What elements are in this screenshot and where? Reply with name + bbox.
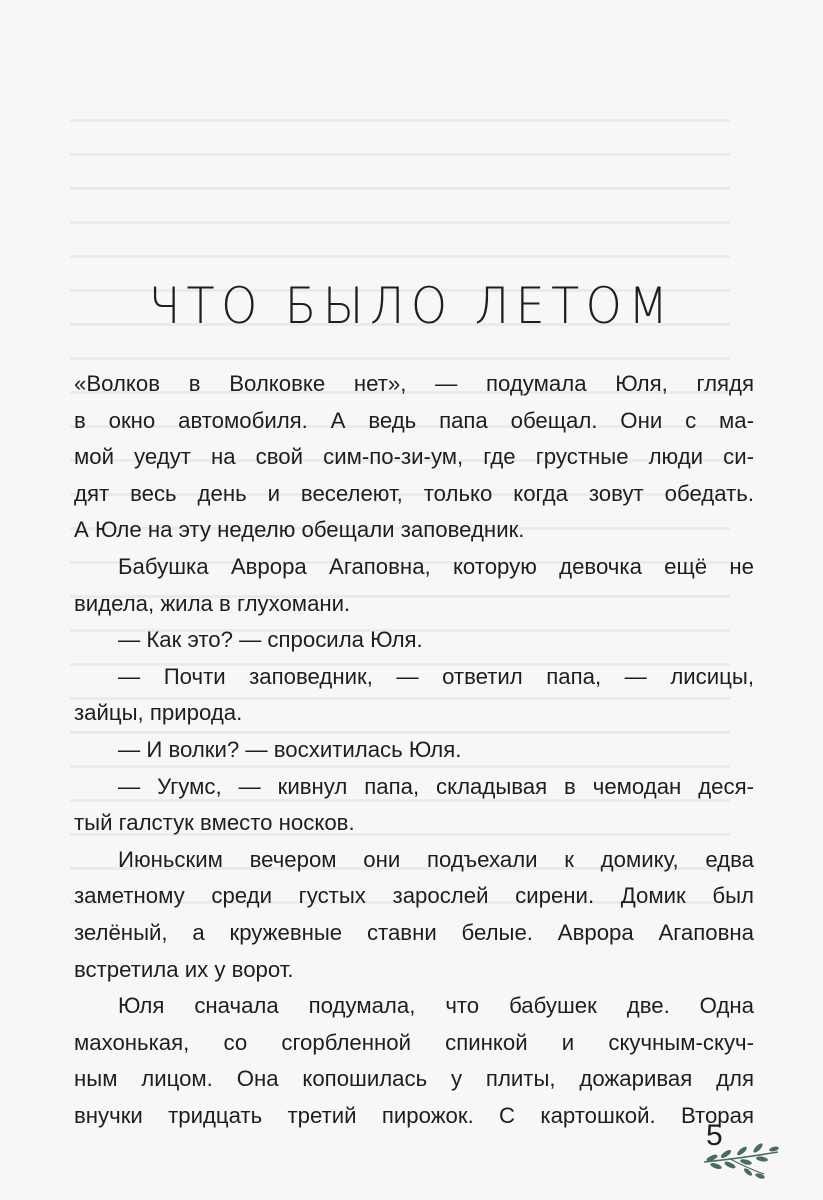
- text-line: Июньским вечером они подъехали к домику, едва: [118, 846, 754, 872]
- text-line: — И волки? — восхитилась Юля.: [118, 736, 462, 762]
- text-line: — Почти заповедник, — ответил папа, — лисицы,: [118, 663, 754, 689]
- text-line: Юля сначала подумала, что бабушек две. Одна: [118, 993, 754, 1019]
- text-line: мой уедут на свой сим-по-зи-ум, где грустные люди си-: [74, 444, 754, 470]
- text-line: ным лицом. Она копошилась у плиты, дожаривая для: [74, 1066, 754, 1092]
- text-line: Бабушка Аврора Агаповна, которую девочка ещё не: [118, 553, 754, 579]
- text-line: «Волков в Волковке нет», — подумала Юля, глядя: [74, 371, 754, 396]
- text-line: заметному среди густых зарослей сирени. Домик был: [74, 883, 754, 909]
- text-line: в окно автомобиля. А ведь папа обещал. Они с ма-: [74, 407, 754, 433]
- page-number: 5: [706, 1119, 723, 1152]
- text-line: махонькая, со сгорбленной спинкой и скучным-скуч-: [74, 1029, 754, 1055]
- text-line: тый галстук вместо носков.: [74, 810, 355, 836]
- body-text: [74, 366, 754, 1134]
- text-line: — Как это? — спросила Юля.: [118, 627, 423, 653]
- chapter-title: ЧТО БЫЛО ЛЕТОМ: [148, 277, 675, 335]
- text-line: встретила их у ворот.: [74, 956, 294, 982]
- olive-branch-icon: [700, 1140, 782, 1180]
- text-line: зелёный, а кружевные ставни белые. Аврора Агаповна: [74, 919, 754, 945]
- text-line: видела, жила в глухомани.: [74, 590, 351, 616]
- text-line: внучки тридцать третий пирожок. С картошкой. Вторая: [74, 1102, 754, 1128]
- text-line: А Юле на эту неделю обещали заповедник.: [74, 517, 525, 543]
- text-line: зайцы, природа.: [74, 700, 243, 726]
- text-line: — Угумс, — кивнул папа, складывая в чемодан деся-: [118, 773, 754, 799]
- text-line: дят весь день и веселеют, только когда зовут обедать.: [74, 480, 754, 506]
